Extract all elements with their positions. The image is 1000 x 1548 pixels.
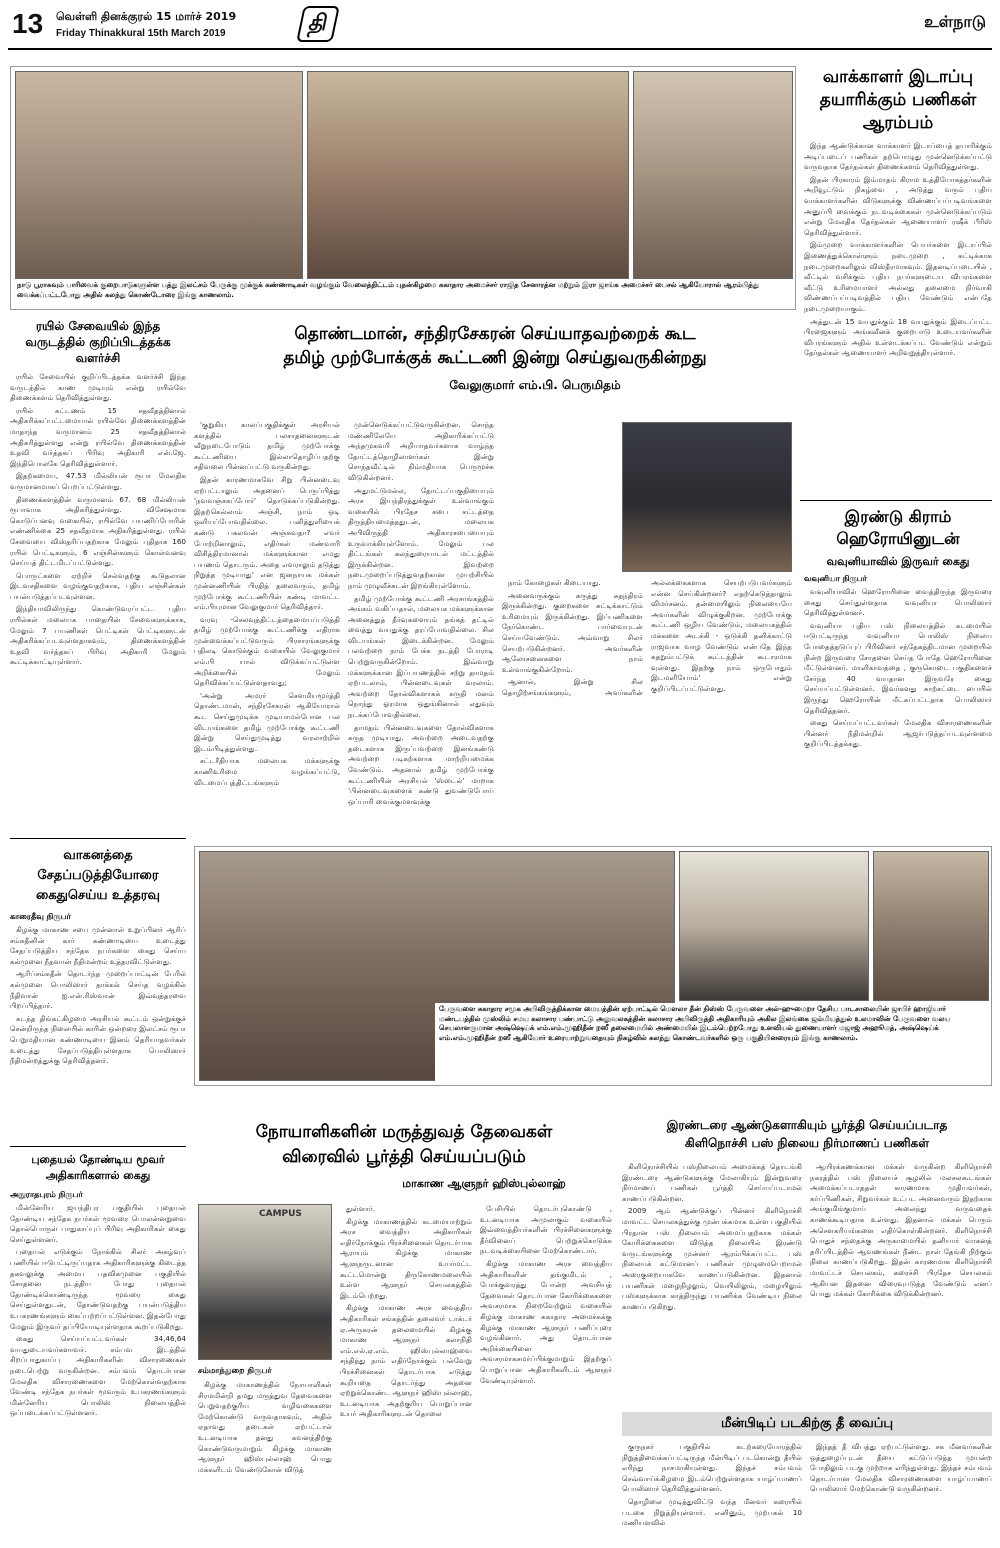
medical-paragraph: கிழக்கு மாகாணத்தில் நோயாளிகள் சிரமமின்றி தமது மருத்துவ தேவைகளை பெறுவதற்குரிய வழிவகைகளை மேற்கொண்டு வருவதாகவும், அதில் ஏதாவது தடைகள் ஏற்பட்டால் உடனடியாக தனது கவனத்திற்கு கொண்டுவருமாறும் கிழக்கு மாகாண ஆளுநர் ஹிஸ்புல்லாஹ் பொது மக்களிடம் வேண்டுகோள் விடுத் — [198, 1380, 332, 1474]
heroin-story — [804, 506, 992, 838]
vehicle-paragraph: கடந்த திங்கட்கிழமை அரசியல் கூட்டம் ஒன்றுக்குச் சென்றிருந்த நிலையில் காரின் ஒன்றரை இலட்சம் ரூபா பெறுமதியான கண்ணாடியை இனம் தெரியாதவர்கள் உடைத்து சேதப்படுத்தியுள்ளதாக பொலிஸார் நீதிமன்றத்துக்கு தெரிவித்தனர். — [10, 1013, 186, 1066]
lead-subhead: வேலுகுமார் எம்.பி. பெருமிதம் — [449, 378, 621, 392]
voter-body — [804, 141, 992, 359]
mp-portrait-photo — [622, 422, 792, 572]
boat-paragraph: தொழிலை முடித்துவிட்டு வந்த மீனவர் கரையில் படகை நிறுத்தியுள்ளார். எனினும், முற்பகல் 10 மணியளவில் — [622, 1496, 802, 1528]
rail-headline: ரயில் சேவையில் இந்த வருடத்தில் குறிப்பிடத்தக்க வளர்ச்சி — [25, 319, 171, 365]
rail-paragraph: பொருட்களை ஏற்றிச் செல்வதற்கு கூடுதலான இடவசதிகளை வழங்குவதற்காக, புதிய எஞ்சின்கள் பயன்படுத்தப்படவுள்ளன. — [10, 570, 186, 601]
photo-ceremony-2 — [307, 71, 629, 279]
lead-column-3 — [502, 578, 792, 836]
heroin-paragraph: வவுனியாவில் ஹெரோயினை வைத்திருந்த இருவரை கைது செய்துள்ளதாக வவுனியா பொலிஸார் தெரிவித்துள்ளனர். — [804, 587, 992, 618]
heroin-byline: வவுனியா நிருபர் — [804, 574, 867, 583]
rail-paragraph: ரயில் கட்டணம் 15 சதவீதத்தினால் அதிகரிக்கப்பட்டமையால் ரயில்வே திணைக்களத்தின் மாதாந்த வருமானம் 25 சதவீதத்தினால் அதிகரித்துள்ளது என்று ரயில்வே திணைக்களத்தின் உதவி வர்த்தகப் பிரிவு அதிகாரி என்.ஜே. இந்திபொலகே தெரிவித்துள்ளார். — [10, 405, 186, 468]
vehicle-paragraph: ஆரிப்சம்சுதீன் தொடர்ந்த முறைப்பாட்டின் பேரில் கல்முனை பொலிஸார் தாக்கல் செய்த வழக்கில் நீதிவான் ஐ.என்.ரிஸ்வான் இவ்வுத்தரவை பிறப்பித்தார். — [10, 969, 186, 1011]
bus-paragraph: கிளிநொச்சியில் பஸ்நிலையம் அமைக்கத் தொடங்கி இரண்டரை ஆண்டுகளுக்கு மேலாகியும் இன்றுவரை நிர்மாணப் பணிகள் பூர்த்தி செய்யப்படாமல் காணப்படுகின்றன. — [622, 1162, 802, 1203]
lead-paragraph: வரவு -செலவுத்திட்டத்தைமையப்படுத்தி தமிழ் முற்போக்கு கூட்டணிக்கு எதிராக முன்வைக்கப்பட்டுவரும் பிரசாரங்களுக்கு பதிலடி கொடுக்கும் வகையில் வேலுகுமார் எம்.பி யால் விடுக்கப்பட்டுள்ள அறிக்கையில் மேலும் தெரிவிக்கப்பட்டுள்ளதாவது; — [194, 614, 340, 688]
boat-column-2 — [810, 1442, 992, 1544]
lead-headline-line2: தமிழ் முற்போக்குக் கூட்டணி இன்று செய்துவருகின்றது — [283, 348, 707, 368]
medical-paragraph: பேசியில் தொடர்புகொண்டு , உடனடியாக அமுலாகும் வகையில் இவ்வைத்தியர்களின் பிரச்சினைகளுக்கு தீர்வினைப் பெற்றுக்கொடுக்க நடவடிக்கையினை மேற்கொண்டார். — [480, 1204, 612, 1256]
medical-paragraph: கிழக்கு மாகாண அரச வைத்திய அதிகாரிகள் சங்கத்தின் தலைவர் டாக்டர் ஏ.அருகரன் தலைமையில் கிழக்கு மாகாண ஆளுநர் கலாநிதி எம்.எல்.ஏ.எம். ஹிஸ்புல்லாஹ்வை சந்தித்து நாம் எதிர்நோக்கும் பல்வேறு பிரச்சினைகள் தொடர்பாக எடுத்து கூறியதை தொடர்ந்து அதனை ஏற்றுக்கொண்ட ஆளுநர் ஹிஸ்புல்லாஹ், உடனடியாக அதற்குரிய பொறுப்பான உயர் அதிகாரிகளுடன் தொலை — [340, 1303, 472, 1419]
lead-paragraph: அதுமட்டுமல்ல, தோட்டப்பகுதியையும் அரச இயந்திரத்துக்குள் உள்வாங்கும் வகையில் பிரதேச சபை சட்டத்தை திருத்தியமைத்ததுடன், மலையக அபிவிருத்தி அதிகாரசபையையும் உருவாக்கியுள்ளோம். மேலும் பல திட்டங்கள் கலந்துரையாடல் மட்டத்தில் இருக்கின்றன. இவற்றை நடைமுறைப்படுத்துவதற்கான முயற்சியில் நாம் முழுவீச்சுடன் இறங்கியுள்ளோம். — [348, 485, 494, 590]
masthead — [0, 0, 1000, 56]
middle-photo-block — [194, 846, 992, 1086]
medical-byline: சம்மாந்துறை நிருபர் — [198, 1366, 272, 1375]
photo-ceremony-3 — [633, 71, 793, 279]
section-label: உள்நாடு — [924, 12, 986, 31]
photo-speaker-presenting — [679, 851, 869, 1001]
masthead-date-english: Friday Thinakkural 15th March 2019 — [56, 28, 226, 39]
bus-story — [622, 1096, 992, 1408]
lead-paragraph: தமிழ் முற்போக்கு கூட்டணி அரசாங்கத்தில் அங்கம் வகிப்பதால், மலையக மக்களுக்கான அனைத்துத் தீர்வுகளையும் தங்கத் தட்டில் வைத்து வயதுக்கு தரப்போவதில்லை. சில விடயங்கள் இடைக்கின்றன. மேலும் பலவற்றை நாம் பேச்சு நடத்தி போராடி பெற்றுவருகின்றோம். இவ்வாறு மக்களுக்கான இப்பயணத்தில் சற்று தாமதம் ஏற்படலாம், பின்னடைவுகள் வரலாம். அவற்றை தோல்விகளாகக் கருதி மனம் நொந்து ஓரமாக ஒதுங்கினால் எதுவும் நடக்கப்போவதில்லை. — [348, 593, 494, 720]
boat-paragraph: குருநகர் பகுதியில் கடற்கரையோரத்தில் நிறுத்திவைக்கப்பட்டிருந்த மீன்பிடிப் படகொன்று தீயில் எரிந்து நாசமாகியுள்ளது. இந்தச் சம்பவம் செவ்வாய்க்கிழமை இடம்பெற்றுள்ளதாக யாழ்ப்பாணப் பொலிஸார் தெரிவித்துள்ளனர். — [622, 1442, 802, 1494]
medical-paragraph: கிழக்கு மாகாண அரச வைத்திய அதிகாரிகளின் தங்குமிடம் , போக்குவரத்து போன்ற அவசியத் தேவைகள் தொடர்பான கோரிக்கைகளை அவசரமாக நிறைவேற்றும் வகையில் கிழக்கு மாகாண சுகாதார அமைச்சுக்கு கிழக்கு மாகாண ஆளுநர் பணிப்புரை வழங்கினார். அது தொடர்பான அறிக்கையினை அவசரமாகசமர்ப்பிக்குமாறும் இதற்குப் பொறுப்பான அதிகாரிகளிடம் ஆளுநர் வேண்டியுள்ளார். — [480, 1258, 612, 1385]
masthead-rule — [8, 48, 992, 50]
heroin-body — [804, 587, 992, 750]
masthead-date-tamil: வெள்ளி தினக்குரல் 15 மார்ச் 2019 — [56, 10, 237, 23]
lead-headline-line1: தொண்டமான், சந்திரசேகரன் செய்யாதவற்றைக் கூட — [294, 324, 696, 344]
voter-paragraph: இந்த ஆண்டுக்கான வாக்காளர் இடாப்பைத் தயாரிக்கும் அடிப்படைப் பணிகள் தற்பொழுது முன்னெடுக்கப்பட்டு வருவதாக தேர்தல்கள் திணைக்களம் தெரிவித்துள்ளது. — [804, 141, 992, 172]
voter-headline: வாக்காளர் இடாப்பு தயாரிக்கும் பணிகள் ஆரம்பம் — [819, 67, 977, 133]
medical-headline-line1: நோயாளிகளின் மருத்துவத் தேவைகள் — [255, 1122, 553, 1142]
treasure-paragraph: புதையல் எடுக்கும் நோக்கில் சிலர் அகழ்வுப் பணியில் ஈடுபட்டிருப்பதாக அதிகாரிகளுக்கு கிடைத்த தகவலுக்கு அமைய பதவிகமுனை பகுதியில் சோதனை நடத்திய போது புதையல் தோண்டிக்கொண்டிருந்த மூவரை கைது செய்துள்ளதுடன், தோண்டுவதற்கு பயன்படுத்திய உபகரணங்களும் கைப்பற்றப்பட்டுள்ளன. இதன்போது மேலும் இருவர் தப்பியோடியுள்ளதாக கூறப்படுகிறது. — [10, 1247, 186, 1331]
top-photo-block — [10, 66, 796, 310]
lead-story — [194, 318, 796, 836]
divider — [10, 838, 186, 839]
medical-paragraph: கிழக்கு மாகாணத்தில் கடமையாற்றும் அரச வைத்திய அதிகாரிகள் எதிர்நோக்கும் பிரச்சினைகள் தொடர்பாக ஆராயும் கிழக்கு மாகாண ஆளுநருடனான உயர்மட்ட கூட்டமொன்று திருகோணமலையில் உள்ள ஆளுநர் செயலகத்தில் இடம்பெற்றது. — [340, 1216, 472, 1300]
photo-speaker-podium — [873, 851, 989, 1001]
heroin-paragraph: கைது செய்யப்பட்டவர்கள் மேலதிக விசாரணைகளின் பின்னர் நீதிமன்றில் ஆஜர்படுத்தப்படவுள்ளமை குறிப்பிடத்தக்கது. — [804, 718, 992, 749]
vehicle-paragraph: கிழக்கு மாகாண சபை முன்னாள் உறுப்பினர் ஆரிப் சம்சுதீனின் கார் கண்ணாடியை உடைத்து சேதப்படுத்திய சந்தேக நபர்களை கைது செய்ய கல்முனை நீதவான் நீதிமன்றம் உத்தரவிட்டுள்ளது. — [10, 925, 186, 966]
medical-column-1 — [198, 1380, 332, 1544]
lead-column-2 — [348, 420, 494, 836]
bus-paragraph: 2009 ஆம் ஆண்டுக்குப் பின்னர் கிளிநொச்சி மாவட்ட செயலகத்துக்கு முன்பக்கமாக உள்ள பகுதியில் பிரதான பஸ் நிலையம் அமைப்பதற்காக மக்கள் கோரிக்கைகளை விடுத்த நிலையில் இரண்டு வருடங்களுக்கு முன்னர் ஆரம்பிக்கப்பட்ட பஸ் நிலையக் கட்டுமானப் பணிகள் முழுமைபெறாமல் அரைகுறையாகவே காணப்படுகின்றன. இதனால் பயணிகள் மழைநிழலும், வெயிலிலும், மழையிலும் பஸ்களுக்காக காத்திருந்து பயணிக்க வேண்டிய நிலை காணப்படுகிறது. — [622, 1206, 802, 1311]
lead-paragraph: முன்னெடுக்கப்பட்டுவருகின்றன. சொந்த மண்ணிலேயே அதிகாரிக்கப்பட்டு அந்தமுகவரி அறியாதவர்களாக வாழ்ந்த தோட்டத்தொழிலாளர்கள் இன்று சொந்தவீட்டில் நிம்மதியாக பெருமூச்சு விடுகின்றனர். — [348, 420, 494, 482]
page-number: 13 — [12, 8, 44, 39]
middle-photo-caption: பேருவளை சுகாதார சமூக அபிவிருத்திக்கான மையத்தின் ஏற்பாட்டில் மௌலா தீன் நிஸ்ஸ் பேருவளை அல்-ஹுமைறா தேசிய பாடசாலையின் ஜாபிர் ஹாஜியார் மண்டபத்தில் முஸ்லிம் சமய கலாசார பண்பாட்டு அலுவலகத்தின் கலாசார அபிவிருத்தி அதிகாரியும் அகில இலங்கை ஜம்மியத்துல் உலமாவின் பேருவளை வலய செயலாளருமான அஷ்ஷெய்க் எம்.எம்.முஹிதீன் றஸீ தலைமையில் அண்மையில் இடம்பெற்றபோது உளவியல் துணையாளர் மஜாஜ் அஹூமத், அஷ்ஷெய்க் எம்.எம்.முஹிதீன் றஸீ ஆகியோர் உரையாற்றுவதையும் நிகழ்வில் கலந்து கொண்டவர்களில் ஒரு பகுதியினரையும் இங்கு காணலாம். — [435, 1003, 989, 1083]
lead-column-1 — [194, 420, 340, 836]
treasure-headline: புதையல் தோண்டிய மூவர் அதிகாரிகளால் கைது — [31, 1153, 165, 1182]
masthead-logo: தி — [296, 6, 340, 42]
medical-subhead: மாகாண ஆளுநர் ஹிஸ்புல்லாஹ் — [402, 1177, 566, 1190]
treasure-story — [10, 1152, 186, 1544]
vehicle-headline: வாகனத்தை சேதப்படுத்தியோரை கைதுசெய்ய உத்தரவு — [36, 848, 160, 903]
treasure-paragraph: கைது செய்யப்பட்டவர்கள் 34,46,64 வயதுடையவர்களாவர். சம்பவ இடத்தில் சிறப்பாதுகாப்பு அதிகாரிகளின் விசாரணைகள் நடைபெற்று வருகின்றன. சம்பவம் தொடர்பான மேலதிக விசாரணைகளை மேற்கொள்வதற்காக வேண்டி சந்தேக நபர்கள் மூவரும் உபகரணங்களும் மின்னேரிய பொலிஸ் நிலையத்தில் ஒப்படைக்கப்பட்டுள்ளனர். — [10, 1334, 186, 1418]
rail-body — [10, 372, 186, 668]
medical-headline-line2: விரைவில் பூர்த்தி செய்யப்படும் — [282, 1147, 526, 1167]
photo-banner-text: CAMPUS — [259, 1209, 302, 1219]
bus-paragraph: ஆயிரக்கணக்கான மக்கள் வருகின்ற கிளிநொச்சி நகரத்தில் பஸ் நிலையச் சூழலில் மலசலகூடங்கள் அமைக்கப்படாததன் காரணமாக முதியவர்கள், கர்ப்பிணிகள், சிறுவர்கள் உட்பட அனைவரும் இதற்காக அங்குமிங்குமாய் அலைந்து வருவதைக் காணக்கூடியதாக உள்ளது. இதனால் மக்கள் பெரும் அசௌகரியங்களை எதிர்கொள்கின்றனர். கிளிநொச்சி பொதுச் சந்தைக்கு அருகாமையில் தனியார் வாகனத் தரிப்பிடத்தில் ஆவணங்கள் நீண்ட நாள் தேங்கி நிற்கும் நிலை காணப்படுகிறது. இதன் காரணமாக கிளிநொச்சி மாவட்டச் செயலகம், கரைச்சி பிரதேச செயலகம் ஆகியன இதனை விரைவுபடுத்த வேண்டும் எனப் பொது மக்கள் கோரிக்கை விடுக்கின்றனர். — [810, 1162, 992, 1299]
medical-column-3 — [480, 1204, 612, 1544]
lead-paragraph: அனைவருக்கும் கருத்து சுதந்திரம் இருக்கின்றது. குறைகளை சுட்டிக்காட்டும் உரிமையும் இருக்கின்றது. இப்பணிகளை நேர்கொண்ட பார்வையுடன் செய்யவேண்டும். அவ்வாறு சிலர் செயற்படுகின்றனர். அவர்களின் ஆலோசனைகளை நாம் உள்வாங்குகின்றோம். — [502, 590, 643, 674]
lead-paragraph: தாமதம் பின்னடைவுகளை தோல்விகளாக கருத முடியாது. அவற்றை அடைவதற்கு தடைகளாக இருப்பவற்றை இனங்கண்டு அவற்றை படிகற்களாக மாற்றியமைக்க வேண்டும். அதனால் தமிழ் முற்போக்கு கூட்டணியின் அரசியல் 'ஸ்டைல்' மாறாக 'பின்னடைவுகளைக் கண்டு துவண்டுபோய் ஒப்பாரி வைக்குமளவுக்கு — [348, 722, 494, 806]
voter-paragraph: இதன் பிரகாரம் இம்மாதம் கிராம உத்தியோகத்தர்களின் அறிவூட்டும் நிகழ்வை , அடுத்து வரும் புதிய வாக்காளர்களின் விடுகளுக்கு விண்ணப்பப்படிவங்களை அனுப்பி வைக்கும் நடவடிக்கைகள் முன்னெடுக்கப்படும் என்று மேலதிக தேர்தல்கள் ஆணையாளர் ரஷீக் பீரிஸ் தெரிவித்துள்ளார். — [804, 174, 992, 237]
medical-story — [194, 1096, 614, 1544]
boat-column-1 — [622, 1442, 802, 1544]
rail-paragraph: இந்தியாவிலிருந்து கொண்டுவரப்பட்ட புதிய ரயில்கள் மலையக பாதையின் சேவைகளுக்காக, மேலும் 7 பயணிகள் பெட்டிகள் பெட்டிகளுடன் அதிகரிக்கப்படவுள்ளதாகவும், திணைக்களத்தின் உதவி வர்த்தகப் பிரிவு அதிகாரி மேலும் கூட்டிக்காட்டியுள்ளார். — [10, 604, 186, 667]
lead-paragraph: ஆனால், இன்று சில தொழிற்சங்கங்களும், அவர்களின் அல்லக்கைகளாக செயற்படுபவர்களும் என்ன செய்கின்றனர்? எதற்கெடுத்தாலும் விமர்சனம். தன்மையிலும் நிலையையே அவர்களின் விழுக்குகிறன. முற்போக்கு கூட்டணி ஒழிய வேண்டும், மலையகத்தில் மக்களை அடக்கி - ஒடுக்கி தனிக்காட்டு ராஜவாக வாழ வேண்டும் என்பதே இந்த கதறும்பட்டுக் கூட்டத்தின் கூடாரமாக வுள்ளது. இதற்கு நாம் ஒருபோதும் இடமளியோம்' என்று குறிப்பிடப்பட்டுள்ளது. — [502, 578, 792, 697]
heroin-paragraph: வவுனியா புதிய பஸ் நிலையத்தில் கடமையில் ஈடுபட்டிருந்த வவுனியா பொலிஸ் நிலைய போதைத்தடுப்புப் பிரிவினர் சந்தேகத்திடமான முறையில் நின்ற இருவரை சோதனை செய்த போதே ஹெரோயினை மீட்டுள்ளனர். மாளிகாவத்தை , குருகொடை பகுதிகளைச் சேர்ந்த 40 வயதான இருவரே கைது செய்யப்பட்டுள்ளனர். இவர்களது காற்சட்டை பையில் இருந்து ஹெரோயின் மீட்கப்பட்டதாக பொலிஸார் தெரிவித்தனர். — [804, 620, 992, 715]
bus-headline-line1: இரண்டரை ஆண்டுகளாகியும் பூர்த்தி செய்யப்படாத — [666, 1118, 948, 1132]
treasure-byline: அநுராதபுரம் நிருபர் — [10, 1190, 83, 1199]
bus-headline-line2: கிளிநொச்சி பஸ் நிலைய நிர்மாணப் பணிகள் — [684, 1136, 930, 1150]
lead-paragraph: 'குறுகிய காலப்பகுதிக்குள் அரசியல் களத்தில் பலசாதனைகளுடன் வீறுநடைபோடும் தமிழ் முற்போக்கு கூட்டணியை இல்லாதொழிப்பதற்கு சதிவலை பின்னப்பட்டு வருகின்றது. — [194, 420, 340, 472]
lead-paragraph: 'அன்று அமரர் சௌமியமூர்த்தி தொண்டமான், சந்திரசேகரன் ஆகியோரால் கூட செய்துமுடிக்க முடியாமல்போன பல விடயங்களை தமிழ் முற்போக்கு கூட்டணி இன்று செய்துமுடித்து வரலாற்றில் இடம்பிடித்துள்ளது. — [194, 690, 340, 753]
voter-paragraph: இம்முறை வாக்காளர்களின் பெயர்களை இடாப்பில் இணைத்துக்கொள்ளும் நடைமுறை , சுட்டிக்காக நடைமுறைகளிலும் விஸ்தீரமாகவும். இதனடிப்படையில் , வீட்டில் வசிக்கும் புதிய நபர்களுடைய விபரங்களை வீட்டு உரிமையாளர் அல்லது தலைமை நிர்வாகி விண்ணப்பப்படிவத்தில் பதிய வேண்டும் என்பதே நடைமுறையாகும். — [804, 240, 992, 313]
boat-paragraph: இந்தத் தீ விபத்து ஏற்பட்டுள்ளது. சக மீனவர்களின் ஒத்துழைப்புடன் தீயை கட்டுப்படுத்த முயன்ற போதிலும் படகு முற்றாக எரிந்துள்ளது. இந்தச் சம்பவம் தொடர்பான மேலதிக விசாரணைகளை யாழ்ப்பாணப் பொலிஸார் மேற்கொண்டு வருகின்றனர். — [810, 1442, 992, 1494]
top-photo-caption: நாடு பூராகவும் பாரிவைக் குறைபாடுகளுள்ள பத்து இலட்சம் பேருக்கு முக்குக் கண்ணாடிகள் வழங்கும் வேலைத்திட்டம் புதன்கிழமை சுகாதார அமைச்சர் ராஜித சேனாரத்ன மற்றும் இரா ஜாங்க அமைச்சர் பைசல் ஆகியோரால் ஆரம்பித்து வைக்கப்பட்டபோது அதில் கலந்து கொண்டோரை இங்கு காணலாம். — [17, 281, 759, 299]
bus-column-2 — [810, 1162, 992, 1408]
voter-paragraph: அத்துடன் 15 வயதுக்கும் 18 வயதுக்கும் இடைப்பட்ட பிரஜைகளும் அங்கவீனக் குறைபாடு உடையவர்களின் விபரங்களும் அதில் உள்ளடக்கப்பட வேண்டும் என்றும் தேர்தல்கள் ஆணையாளர் அறிவுறுத்தியுள்ளார். — [804, 316, 992, 358]
rail-story — [10, 318, 186, 836]
heroin-headline: இரண்டு கிராம் ஹெரோயினுடன் — [836, 507, 960, 548]
boat-headline: மீன்பிடிப் படகிற்கு தீ வைப்பு — [622, 1412, 992, 1436]
medical-paragraph: துள்ளார். — [346, 1204, 375, 1213]
voter-story — [804, 66, 992, 496]
lead-paragraph: சட்டரீதியாக மலையக மக்களுக்கு காணிஉரிமை வழங்கப்பட்டு, விடமைப்புத்திட்டங்களும் — [194, 756, 340, 787]
boat-story — [622, 1412, 992, 1544]
treasure-body — [10, 1203, 186, 1419]
governor-photo — [198, 1204, 332, 1360]
rail-paragraph: திணைக்களத்தின் வருமானம் 67. 68 மில்லியன் ரூபாவாக அதிகரித்துள்ளது. விசேஷமாக கொடுப்பனவு வகையில், ரயில்வே பயணிப்போரின் எண்ணிக்கை 25 சதவீதமாக அதிகரித்துள்ளது. ரயில் சேவையை விஸ்தரிப்பதற்காக மேலும் புதிதாக 160 ரயில் பெட்டிகளும், 6 எஞ்சின்களும் கொள்வனவு செய்யத் திட்டமிடப்பட்டுள்ளது. — [10, 494, 186, 568]
vehicle-body — [10, 925, 186, 1067]
treasure-paragraph: மின்னேரிய ஜயந்திபுர பகுதியில் புதையல் தோண்டிய சந்தேக நபர்கள் மூவரை பொலன்னறுவை தொல்பொருள் பாதுகாப்புப் பிரிவு அதிகாரிகள் கைது செய்துள்ளனர். — [10, 1203, 186, 1244]
bus-column-1 — [622, 1162, 802, 1408]
rail-paragraph: இதற்கமைய, 47.53 மில்லியன் ரூபா மேலதிக வருமானமாகப் பெறப்பட்டுள்ளது. — [10, 471, 186, 491]
divider — [800, 500, 992, 501]
heroin-subhead: வவுனியாவில் இருவர் கைது — [826, 555, 970, 568]
photo-ceremony-1 — [15, 71, 303, 279]
vehicle-byline: காரைதீவு நிருபர் — [10, 912, 71, 921]
medical-column-2 — [340, 1204, 472, 1544]
vehicle-story — [10, 846, 186, 1146]
divider — [10, 1146, 186, 1147]
lead-paragraph: நாம் கோழைகள் கிடையாது. — [508, 578, 601, 587]
rail-paragraph: ரயில் சேவையில் குறிப்பிடத்தக்க வளர்ச்சி இந்த வருடத்தில் காண முடியும் என்று ரயில்வே திணைக்களம் தெரிவித்துள்ளது. — [10, 372, 186, 403]
lead-paragraph: இதன் காரணமாகவே சிறு பின்னடைவு ஏற்பட்டாலும் அதனைப் பெருப்பித்து 'நவவஞ்சகப்போர்' தொடுக்கப்படுகின்றது. இதற்கெல்லாம் அஞ்சி, நாம் ஒடி ஒளியப்போவதில்லை. பனித்துளியைக் கண்டு பகலவன் அஞ்சுவதா? எவர் போற்றினாலும், எதிர்கள் மண்வாரி விசித்திரமானால் மக்களுக்கான எமது பயணம் தொடரும். அதை எவராலும் தடுத்து நிறுத்த முடியாது' என ஜனநாயக மக்கள் முன்னணியின் பிரதித் தலைவரும், தமிழ் முற்போக்கு கூட்டணியின் கண்டி மாவட்ட எம்.பியுமான வேலுகுமார் தெரிவித்தார். — [194, 474, 340, 612]
